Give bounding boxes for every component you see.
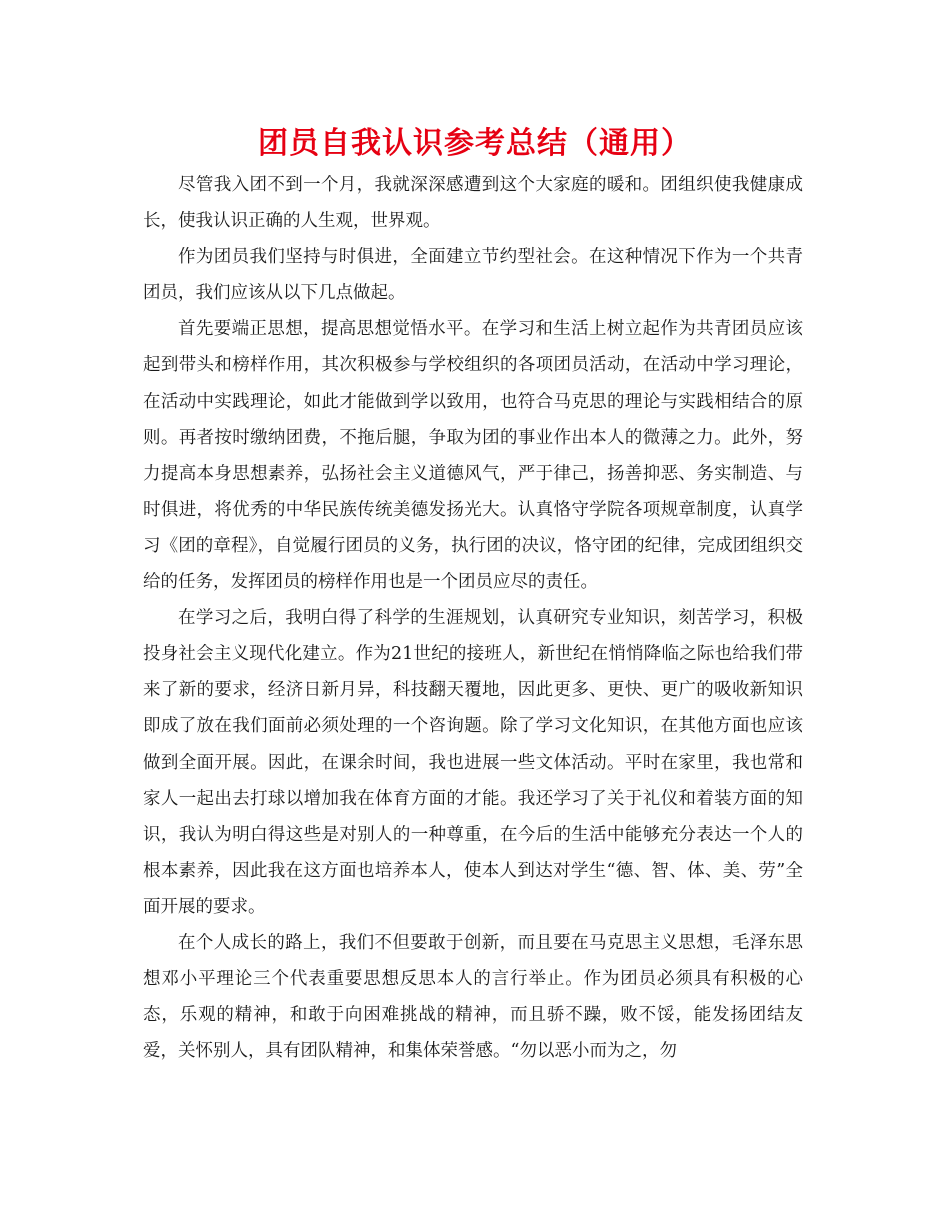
paragraph-4: 在学习之后，我明白得了科学的生涯规划，认真研究专业知识，刻苦学习，积极投身社会主义现代化建立。作为21世纪的接班人，新世纪在悄悄降临之际也给我们带来了新的要求，经济日新月异，科技翻天覆地，因此更多、更快、更广的吸收新知识即成了放在我们面前必须处理的一个咨询题。除了学习文化知识，在其他方面也应该做到全面开展。因此，在课余时间，我也进展一些文体活动。平时在家里，我也常和家人一起出去打球以增加我在体育方面的才能。我还学习了关于礼仪和着装方面的知识，我认为明白得这些是对别人的一种尊重，在今后的生活中能够充分表达一个人的根本素养，因此我在这方面也培养本人，使本人到达对学生“德、智、体、美、劳”全面开展的要求。	[143, 608, 803, 917]
paragraph-1: 尽管我入团不到一个月，我就深深感遭到这个大家庭的暖和。团组织使我健康成长，使我认识正确的人生观，世界观。	[143, 175, 803, 232]
document-title: 团员自我认识参考总结（通用）	[258, 126, 692, 161]
document-body	[143, 167, 803, 1069]
paragraph-3: 首先要端正思想，提高思想觉悟水平。在学习和生活上树立起作为共青团员应该起到带头和榜样作用，其次积极参与学校组织的各项团员活动，在活动中学习理论，在活动中实践理论，如此才能做到学以致用，也符合马克思的理论与实践相结合的原则。再者按时缴纳团费，不拖后腿，争取为团的事业作出本人的微薄之力。此外，努力提高本身思想素养，弘扬社会主义道德风气，严于律己，扬善抑恶、务实制造、与时俱进，将优秀的中华民族传统美德发扬光大。认真恪守学院各项规章制度，认真学习《团的章程》，自觉履行团员的义务，执行团的决议，恪守团的纪律，完成团组织交给的任务，发挥团员的榜样作用也是一个团员应尽的责任。	[143, 319, 803, 593]
paragraph-2: 作为团员我们坚持与时俱进，全面建立节约型社会。在这种情况下作为一个共青团员，我们应该从以下几点做起。	[143, 247, 803, 304]
paragraph-5: 在个人成长的路上，我们不但要敢于创新，而且要在马克思主义思想，毛泽东思想邓小平理论三个代表重要思想反思本人的言行举止。作为团员必须具有积极的心态，乐观的精神，和敢于向困难挑战的精神，而且骄不躁，败不馁，能发扬团结友爱，关怀别人，具有团队精神，和集体荣誉感。“勿以恶小而为之，勿	[143, 932, 803, 1062]
